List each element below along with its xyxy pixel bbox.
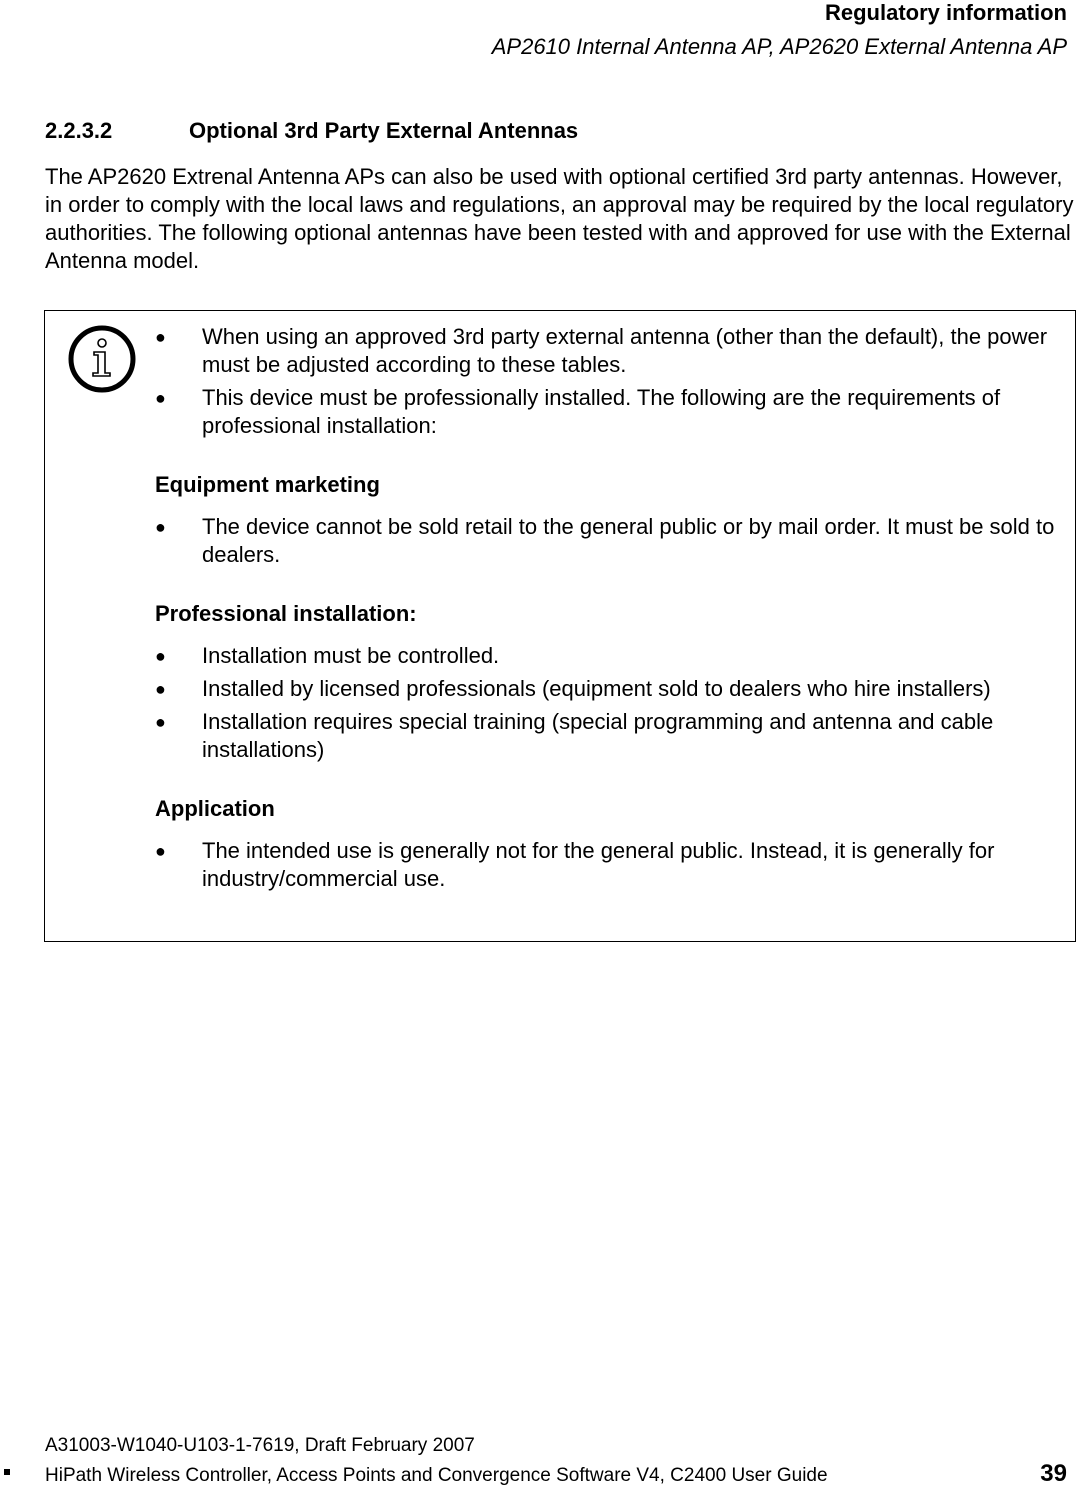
professional-installation-heading: Professional installation:: [155, 601, 417, 626]
bullet-icon: ●: [155, 712, 166, 732]
list-item-text: The intended use is generally not for the general public. Instead, it is generally for industry/commercial use.: [202, 838, 995, 891]
bullet-icon: ●: [155, 679, 166, 699]
bullet-icon: ●: [155, 517, 166, 537]
running-header-title: Regulatory information: [824, 0, 1067, 25]
list-item: [155, 708, 1069, 764]
section-number: 2.2.3.2: [45, 118, 113, 143]
info-icon: [68, 325, 136, 393]
notice-intro-list: [155, 323, 1069, 440]
application-heading: Application: [155, 796, 275, 821]
intro-paragraph: The AP2620 Extrenal Antenna APs can also be used with optional certified 3rd party antennas. However, in order to comply with the local laws and regulations, an approval may be required by the local regulatory authorities. The following optional antennas have been tested with and approved for use with the External Antenna model.: [45, 164, 1074, 273]
list-item: [155, 837, 1069, 893]
footer-doc-id: A31003-W1040-U103-1-7619, Draft February 2007: [45, 1435, 475, 1456]
application-list: [155, 837, 1069, 893]
section-title: Optional 3rd Party External Antennas: [189, 118, 579, 143]
list-item-text: Installed by licensed professionals (equipment sold to dealers who hire installers): [202, 676, 991, 701]
list-item: [155, 675, 1069, 703]
equipment-marketing-list: [155, 513, 1069, 569]
notice-box: [44, 310, 1076, 942]
bullet-icon: ●: [155, 841, 166, 861]
footer-marker: [4, 1469, 10, 1475]
list-item-text: The device cannot be sold retail to the general public or by mail order. It must be sold to dealers.: [202, 514, 1055, 567]
bullet-icon: ●: [155, 646, 166, 666]
list-item: [155, 513, 1069, 569]
list-item-text: Installation must be controlled.: [202, 643, 500, 668]
list-item-text: This device must be professionally installed. The following are the requirements of professional installation:: [202, 385, 1001, 438]
list-item-text: When using an approved 3rd party external antenna (other than the default), the power must be adjusted according to these tables.: [202, 324, 1048, 377]
running-header-subtitle: AP2610 Internal Antenna AP, AP2620 External Antenna AP: [491, 34, 1067, 59]
list-item: [155, 384, 1069, 440]
page-number: 39: [1040, 1460, 1067, 1487]
list-item-text: Installation requires special training (special programming and antenna and cable installations): [202, 709, 994, 762]
equipment-marketing-heading: Equipment marketing: [155, 472, 380, 497]
footer-guide-title: HiPath Wireless Controller, Access Points and Convergence Software V4, C2400 User Guide: [45, 1465, 828, 1486]
section-heading: [45, 118, 578, 144]
list-item: [155, 642, 1069, 670]
list-item: [155, 323, 1069, 379]
bullet-icon: ●: [155, 388, 166, 408]
bullet-icon: ●: [155, 327, 166, 347]
professional-installation-list: [155, 642, 1069, 764]
notice-content: [155, 323, 1069, 898]
